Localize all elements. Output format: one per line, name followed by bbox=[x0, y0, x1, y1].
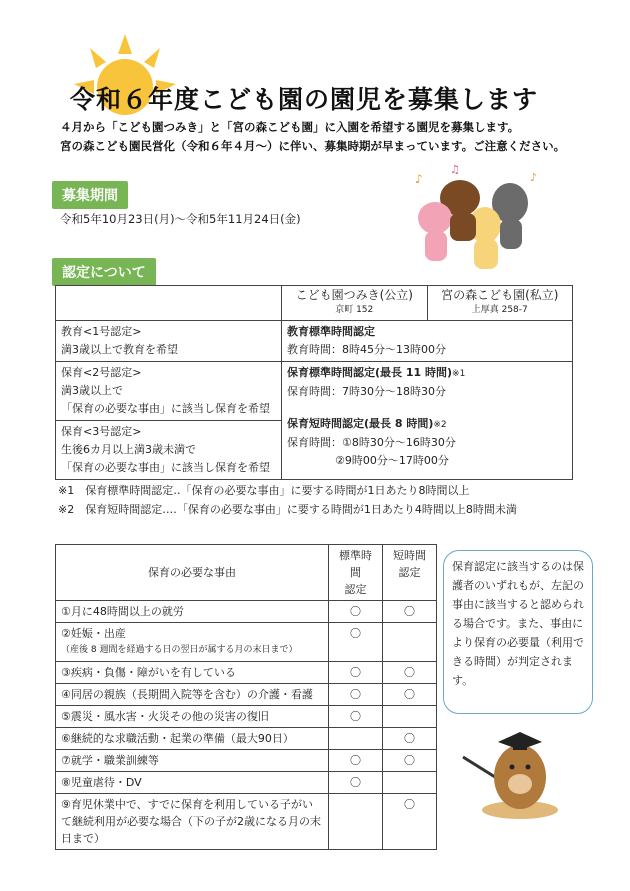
cert-row-2 bbox=[56, 362, 282, 421]
cert-desc: 満3歳以上で bbox=[61, 384, 123, 397]
reason-text: ⑥継続的な求職活動・起業の準備（最大90日） bbox=[56, 728, 329, 750]
note-1: ※1 保育標準時間認定‥「保育の必要な事由」に要する時間が1日あたり8時間以上 bbox=[58, 484, 470, 497]
reason-text: ④同居の親族（長期間入院等を含む）の介護・看護 bbox=[56, 684, 329, 706]
cert-desc: 「保育の必要な事由」に該当し保育を希望 bbox=[61, 461, 270, 474]
school2-name: 宮の森こども園(私立) bbox=[441, 288, 559, 302]
reason-text: ③疾病・負傷・障がいを有している bbox=[56, 662, 329, 684]
cert-desc: 満3歳以上で教育を希望 bbox=[61, 343, 178, 356]
std-mark: 〇 bbox=[329, 706, 383, 728]
school1-cell bbox=[282, 286, 428, 321]
reason-main: ②妊娠・出産 bbox=[61, 627, 126, 640]
reason-text: ⑧児童虐待・DV bbox=[56, 772, 329, 794]
blank-cell bbox=[56, 286, 282, 321]
std-mark: 〇 bbox=[329, 623, 383, 662]
col-short bbox=[383, 545, 437, 601]
svg-text:♫: ♫ bbox=[450, 163, 460, 176]
reason-text: ⑤震災・風水害・火災その他の災害の復旧 bbox=[56, 706, 329, 728]
col-standard-line: 標準時間 bbox=[339, 549, 372, 579]
cert-label: 保育<2号認定> bbox=[61, 366, 142, 379]
table-row bbox=[56, 684, 437, 706]
certification-heading: 認定について bbox=[52, 258, 156, 286]
cert-desc: 「保育の必要な事由」に該当し保育を希望 bbox=[61, 402, 270, 415]
cert-type: 保育短時間認定(最長 8 時間) bbox=[287, 417, 434, 430]
table-row bbox=[56, 772, 437, 794]
cert-label: 教育<1号認定> bbox=[61, 325, 142, 338]
reasons-table bbox=[55, 544, 437, 850]
table-row bbox=[56, 662, 437, 684]
reason-text: ⑨育児休業中で、すでに保育を利用している子がいて継続利用が必要な場合（下の子が2歳になる月の末日まで） bbox=[56, 794, 329, 850]
table-row bbox=[56, 750, 437, 772]
col-short-line: 短時間 bbox=[393, 549, 426, 562]
col-standard-line: 認定 bbox=[344, 583, 367, 596]
school1-name: こども園つみき(公立) bbox=[295, 288, 413, 302]
cert-time: ②9時00分～17時00分 bbox=[335, 454, 449, 467]
reason-text: ⑦就学・職業訓練等 bbox=[56, 750, 329, 772]
col-short-line: 認定 bbox=[398, 566, 421, 579]
note-mark: ※2 bbox=[433, 420, 447, 430]
col-standard bbox=[329, 545, 383, 601]
std-mark: 〇 bbox=[329, 772, 383, 794]
short-mark bbox=[383, 772, 437, 794]
period-text: 令和5年10月23日(月)～令和5年11月24日(金) bbox=[60, 212, 301, 226]
short-mark: 〇 bbox=[383, 601, 437, 623]
std-mark: 〇 bbox=[329, 662, 383, 684]
reason-text bbox=[56, 623, 329, 662]
col-reason: 保育の必要な事由 bbox=[56, 545, 329, 601]
short-mark: 〇 bbox=[383, 794, 437, 850]
short-mark: 〇 bbox=[383, 728, 437, 750]
table-row bbox=[56, 706, 437, 728]
page-title: 令和６年度こども園の園児を募集します bbox=[70, 85, 539, 114]
note-2: ※2 保育短時間認定‥‥「保育の必要な事由」に要する時間が1日あたり4時間以上8時間未満 bbox=[58, 503, 517, 516]
table-row bbox=[56, 601, 437, 623]
cert-time: 保育時間：①8時30分～16時30分 bbox=[287, 436, 456, 449]
table-row bbox=[56, 794, 437, 850]
svg-text:♪: ♪ bbox=[415, 172, 423, 186]
note-mark: ※1 bbox=[452, 369, 466, 379]
short-mark: 〇 bbox=[383, 662, 437, 684]
svg-text:♪: ♪ bbox=[530, 171, 538, 184]
cert-row-1 bbox=[56, 321, 282, 362]
table-row bbox=[56, 728, 437, 750]
short-mark: 〇 bbox=[383, 750, 437, 772]
cert-desc: 生後6カ月以上満3歳未満で bbox=[61, 443, 196, 456]
school1-address: 京町 152 bbox=[335, 305, 374, 315]
short-mark bbox=[383, 706, 437, 728]
singing-animals-icon bbox=[410, 163, 550, 273]
cert-label: 保育<3号認定> bbox=[61, 425, 142, 438]
std-mark: 〇 bbox=[329, 601, 383, 623]
std-mark: 〇 bbox=[329, 750, 383, 772]
table-row bbox=[56, 623, 437, 662]
info-bubble: 保育認定に該当するのは保護者のいずれもが、左記の事由に該当すると認められる場合です。また、事由により保育の必要量（利用できる時間）が判定されます。 bbox=[443, 550, 593, 714]
intro-line-1: ４月から「こども園つみき」と「宮の森こども園」に入園を希望する園児を募集します。 bbox=[60, 120, 520, 134]
cert-row-1-detail bbox=[282, 321, 573, 362]
cert-type: 教育標準時間認定 bbox=[287, 325, 375, 338]
reason-sub: （産後 8 週間を経過する日の翌日が属する月の末日まで） bbox=[61, 645, 298, 655]
mole-teacher-icon bbox=[458, 712, 568, 822]
intro-line-2: 宮の森こども園民営化（令和６年４月～）に伴い、募集時期が早まっています。ご注意ください。 bbox=[60, 139, 566, 153]
period-heading: 募集期間 bbox=[52, 181, 128, 209]
std-mark bbox=[329, 728, 383, 750]
cert-time: 教育時間：8時45分～13時00分 bbox=[287, 343, 446, 356]
school2-address: 上厚真 258-7 bbox=[471, 305, 528, 315]
cert-time: 保育時間：7時30分～18時30分 bbox=[287, 385, 446, 398]
short-mark: 〇 bbox=[383, 684, 437, 706]
std-mark bbox=[329, 794, 383, 850]
school2-cell bbox=[427, 286, 573, 321]
reason-text: ①月に48時間以上の就労 bbox=[56, 601, 329, 623]
cert-row-2-detail bbox=[282, 362, 573, 480]
cert-type: 保育標準時間認定(最長 11 時間) bbox=[287, 366, 453, 379]
std-mark: 〇 bbox=[329, 684, 383, 706]
short-mark bbox=[383, 623, 437, 662]
certification-table bbox=[55, 285, 573, 480]
cert-row-3 bbox=[56, 421, 282, 480]
